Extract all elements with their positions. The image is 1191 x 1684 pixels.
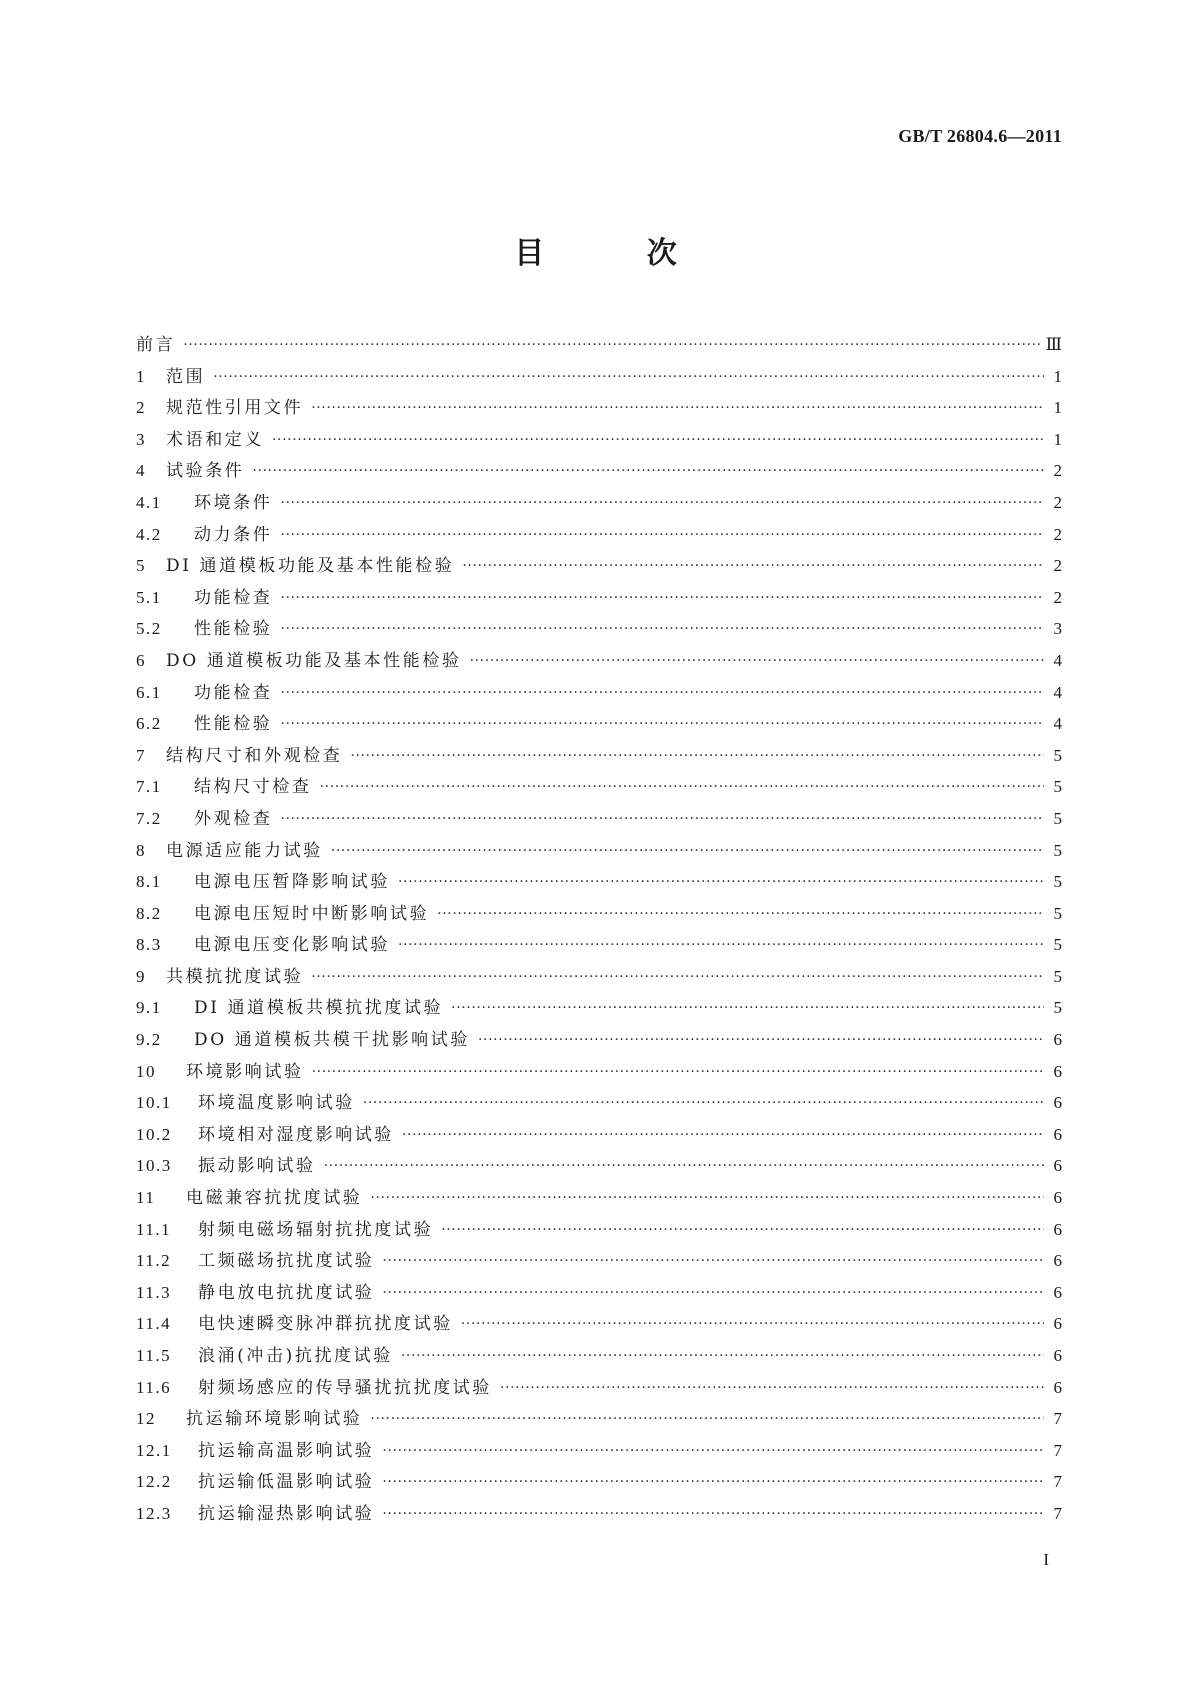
toc-entry-number: 7 bbox=[136, 745, 146, 765]
toc-entry-number: 12.2 bbox=[136, 1472, 172, 1492]
toc-entry-number: 3 bbox=[136, 429, 146, 449]
toc-dot-leader bbox=[350, 740, 1044, 773]
toc-entry[interactable] bbox=[136, 1182, 1062, 1214]
toc-entry[interactable] bbox=[136, 1466, 1062, 1498]
toc-entry-page: 2 bbox=[1053, 461, 1062, 481]
toc-entry-number: 7.2 bbox=[136, 808, 162, 828]
toc-entry-number: 6.1 bbox=[136, 682, 162, 702]
toc-dot-leader bbox=[280, 613, 1044, 646]
toc-entry-label: 抗运输湿热影响试验 bbox=[198, 1503, 375, 1524]
toc-entry-page: 5 bbox=[1053, 903, 1062, 923]
toc-entry-label: 范围 bbox=[166, 366, 206, 387]
toc-dot-leader bbox=[478, 1024, 1044, 1057]
toc-entry[interactable] bbox=[136, 1150, 1062, 1182]
toc-entry-page: 4 bbox=[1053, 682, 1062, 702]
toc-entry-number: 6.2 bbox=[136, 714, 162, 734]
toc-entry[interactable] bbox=[136, 1214, 1062, 1246]
page-title: 目 次 bbox=[514, 236, 723, 271]
toc-dot-leader bbox=[324, 1150, 1044, 1183]
toc-entry-label: 电源适应能力试验 bbox=[166, 840, 323, 861]
toc-entry[interactable] bbox=[136, 613, 1062, 645]
toc-entry-page: 5 bbox=[1053, 966, 1062, 986]
toc-entry[interactable] bbox=[136, 1056, 1062, 1088]
toc-entry-number: 2 bbox=[136, 398, 146, 418]
toc-dot-leader bbox=[437, 898, 1044, 931]
toc-dot-leader bbox=[311, 961, 1044, 994]
toc-entry[interactable] bbox=[136, 1087, 1062, 1119]
toc-entry-label: 电源电压变化影响试验 bbox=[194, 935, 390, 956]
toc-entry[interactable] bbox=[136, 361, 1062, 393]
toc-entry-number: 4.2 bbox=[136, 524, 162, 544]
toc-entry-number: 9 bbox=[136, 966, 146, 986]
toc-dot-leader bbox=[470, 645, 1044, 678]
toc-entry-label: 浪涌(冲击)抗扰度试验 bbox=[198, 1346, 393, 1366]
toc-entry-label: 电源电压暂降影响试验 bbox=[194, 872, 390, 893]
toc-dot-leader bbox=[461, 1308, 1044, 1341]
toc-entry-label: 术语和定义 bbox=[166, 429, 264, 450]
toc-entry-number: 12.1 bbox=[136, 1440, 172, 1460]
toc-entry-number: 8.1 bbox=[136, 872, 162, 892]
toc-entry-page: 3 bbox=[1053, 619, 1062, 639]
toc-entry-page: 1 bbox=[1053, 429, 1062, 449]
toc-dot-leader bbox=[500, 1372, 1044, 1405]
toc-entry-label: 抗运输环境影响试验 bbox=[186, 1409, 363, 1430]
toc-dot-leader bbox=[370, 1403, 1044, 1436]
toc-entry-label: DO 通道模板共模干扰影响试验 bbox=[194, 1030, 470, 1051]
toc-dot-leader bbox=[280, 487, 1044, 520]
toc-entry-page: 5 bbox=[1053, 745, 1062, 765]
toc-entry[interactable] bbox=[136, 1245, 1062, 1277]
toc-entry-page: 6 bbox=[1053, 1314, 1062, 1334]
toc-entry-number: 11.4 bbox=[136, 1314, 172, 1334]
toc-entry-number: 1 bbox=[136, 366, 146, 386]
toc-entry[interactable] bbox=[136, 392, 1062, 424]
toc-entry-number: 4.1 bbox=[136, 492, 162, 512]
toc-dot-leader bbox=[382, 1498, 1044, 1531]
toc-entry-page: 6 bbox=[1053, 1219, 1062, 1239]
toc-dot-leader bbox=[382, 1435, 1044, 1468]
toc-entry-number: 10.1 bbox=[136, 1093, 172, 1113]
toc-entry-label: 射频场感应的传导骚扰抗扰度试验 bbox=[198, 1377, 492, 1398]
toc-dot-leader bbox=[183, 329, 1039, 362]
toc-entry-label: 振动影响试验 bbox=[198, 1156, 316, 1177]
toc-entry-page: 6 bbox=[1053, 1377, 1062, 1397]
toc-entry-label: 环境影响试验 bbox=[186, 1061, 304, 1082]
toc-entry-page: 1 bbox=[1053, 398, 1062, 418]
toc-entry-number: 11.3 bbox=[136, 1282, 172, 1302]
toc-entry-number: 8.2 bbox=[136, 903, 162, 923]
toc-entry-number: 11.6 bbox=[136, 1377, 172, 1397]
toc-entry[interactable] bbox=[136, 1277, 1062, 1309]
toc-entry-number: 8 bbox=[136, 840, 146, 860]
toc-entry-label: DI 通道模板共模抗扰度试验 bbox=[194, 998, 444, 1019]
toc-entry-label: 性能检验 bbox=[194, 714, 273, 735]
toc-entry-label: 规范性引用文件 bbox=[166, 398, 304, 419]
toc-entry-number: 12.3 bbox=[136, 1503, 172, 1523]
toc-entry-number: 10.3 bbox=[136, 1156, 172, 1176]
toc-entry-page: 7 bbox=[1053, 1409, 1062, 1429]
toc-entry[interactable] bbox=[136, 961, 1062, 993]
toc-dot-leader bbox=[312, 1056, 1044, 1089]
toc-entry-number: 10 bbox=[136, 1061, 156, 1081]
toc-entry-page: 5 bbox=[1053, 777, 1062, 797]
toc-entry[interactable] bbox=[136, 708, 1062, 740]
toc-entry-page: 2 bbox=[1053, 556, 1062, 576]
toc-entry-page: 5 bbox=[1053, 935, 1062, 955]
toc-entry-label: 外观检查 bbox=[194, 808, 273, 829]
toc-dot-leader bbox=[311, 392, 1044, 425]
toc-dot-leader bbox=[272, 424, 1044, 457]
toc-dot-leader bbox=[280, 519, 1044, 552]
toc-dot-leader bbox=[382, 1245, 1044, 1278]
toc-entry-number: 8.3 bbox=[136, 935, 162, 955]
standard-code: GB/T 26804.6—2011 bbox=[898, 126, 1062, 146]
toc-entry-number: 11.2 bbox=[136, 1251, 172, 1271]
toc-entry-label: 抗运输低温影响试验 bbox=[198, 1472, 375, 1493]
toc-entry-page: 2 bbox=[1053, 492, 1062, 512]
toc-entry[interactable] bbox=[136, 1498, 1062, 1530]
toc-dot-leader bbox=[398, 929, 1044, 962]
toc-entry-page: 7 bbox=[1053, 1472, 1062, 1492]
toc-entry-page: 2 bbox=[1053, 524, 1062, 544]
toc-entry-number: 10.2 bbox=[136, 1124, 172, 1144]
toc-entry-page: 6 bbox=[1053, 1282, 1062, 1302]
toc-entry-label: 结构尺寸和外观检查 bbox=[166, 745, 343, 766]
toc-entry-number: 12 bbox=[136, 1409, 156, 1429]
toc-entry-label: 环境温度影响试验 bbox=[198, 1093, 355, 1114]
toc-dot-leader bbox=[331, 835, 1044, 868]
toc-dot-leader bbox=[401, 1340, 1044, 1373]
toc-entry[interactable] bbox=[136, 1308, 1062, 1340]
toc-entry-label: 动力条件 bbox=[194, 524, 273, 545]
toc-entry-label: 性能检验 bbox=[194, 619, 273, 640]
toc-entry-label: 环境条件 bbox=[194, 492, 273, 513]
toc-entry-label: 试验条件 bbox=[166, 461, 245, 482]
toc-entry-page: 6 bbox=[1053, 1124, 1062, 1144]
toc-entry-label: 电快速瞬变脉冲群抗扰度试验 bbox=[198, 1314, 453, 1335]
toc-entry[interactable] bbox=[136, 582, 1062, 614]
toc-entry[interactable] bbox=[136, 1403, 1062, 1435]
toc-entry-label: 电源电压短时中断影响试验 bbox=[194, 903, 430, 924]
toc-entry-label: DO 通道模板功能及基本性能检验 bbox=[166, 650, 462, 671]
toc-entry-page: 6 bbox=[1053, 1156, 1062, 1176]
table-of-contents bbox=[136, 329, 1062, 1530]
toc-entry-number: 5 bbox=[136, 556, 146, 576]
toc-entry-number: 4 bbox=[136, 461, 146, 481]
toc-entry-label: 环境相对湿度影响试验 bbox=[198, 1124, 394, 1145]
toc-dot-leader bbox=[398, 866, 1044, 899]
toc-entry-page: 5 bbox=[1053, 808, 1062, 828]
toc-entry-number: 7.1 bbox=[136, 777, 162, 797]
toc-dot-leader bbox=[382, 1277, 1044, 1310]
toc-entry[interactable] bbox=[136, 1024, 1062, 1056]
toc-entry-page: 5 bbox=[1053, 840, 1062, 860]
toc-entry-page: 6 bbox=[1053, 1251, 1062, 1271]
toc-entry[interactable] bbox=[136, 929, 1062, 961]
toc-entry-page: 7 bbox=[1053, 1503, 1062, 1523]
toc-entry-page: 4 bbox=[1053, 650, 1062, 670]
toc-entry-label: 结构尺寸检查 bbox=[194, 777, 312, 798]
toc-entry[interactable] bbox=[136, 1372, 1062, 1404]
toc-entry-page: 6 bbox=[1053, 1188, 1062, 1208]
toc-dot-leader bbox=[320, 771, 1044, 804]
toc-entry-number: 5.2 bbox=[136, 619, 162, 639]
toc-entry[interactable] bbox=[136, 519, 1062, 551]
toc-dot-leader bbox=[280, 677, 1044, 710]
toc-entry-page: 5 bbox=[1053, 872, 1062, 892]
toc-dot-leader bbox=[370, 1182, 1044, 1215]
page-number: I bbox=[1043, 1550, 1049, 1569]
toc-dot-leader bbox=[252, 455, 1044, 488]
toc-entry-label: 电磁兼容抗扰度试验 bbox=[186, 1188, 363, 1209]
toc-entry[interactable] bbox=[136, 645, 1062, 677]
toc-entry-number: 9.2 bbox=[136, 1030, 162, 1050]
toc-dot-leader bbox=[280, 582, 1044, 615]
toc-entry[interactable] bbox=[136, 455, 1062, 487]
toc-dot-leader bbox=[382, 1466, 1044, 1499]
toc-entry[interactable] bbox=[136, 329, 1062, 361]
toc-entry[interactable] bbox=[136, 550, 1062, 582]
toc-entry-label: 工频磁场抗扰度试验 bbox=[198, 1251, 375, 1272]
toc-dot-leader bbox=[441, 1214, 1044, 1247]
toc-entry-label: 共模抗扰度试验 bbox=[166, 966, 304, 987]
toc-entry-number: 11.1 bbox=[136, 1219, 172, 1239]
toc-entry[interactable] bbox=[136, 1340, 1062, 1372]
toc-dot-leader bbox=[213, 361, 1044, 394]
toc-entry-label: 前言 bbox=[136, 335, 176, 355]
toc-entry-number: 9.1 bbox=[136, 998, 162, 1018]
toc-entry-page: 6 bbox=[1053, 1346, 1062, 1365]
toc-dot-leader bbox=[280, 708, 1044, 741]
toc-entry[interactable] bbox=[136, 740, 1062, 772]
toc-entry-page: 6 bbox=[1053, 1093, 1062, 1113]
toc-entry[interactable] bbox=[136, 992, 1062, 1024]
toc-entry-page: Ⅲ bbox=[1045, 335, 1062, 354]
toc-entry-number: 6 bbox=[136, 650, 146, 670]
toc-entry-label: 射频电磁场辐射抗扰度试验 bbox=[198, 1219, 434, 1240]
toc-entry-page: 7 bbox=[1053, 1440, 1062, 1460]
toc-entry[interactable] bbox=[136, 1119, 1062, 1151]
toc-entry[interactable] bbox=[136, 898, 1062, 930]
toc-entry[interactable] bbox=[136, 424, 1062, 456]
toc-entry-label: 功能检查 bbox=[194, 682, 273, 703]
toc-entry-label: 静电放电抗扰度试验 bbox=[198, 1282, 375, 1303]
toc-entry-label: 抗运输高温影响试验 bbox=[198, 1440, 375, 1461]
toc-entry-label: DI 通道模板功能及基本性能检验 bbox=[166, 556, 455, 577]
toc-entry-label: 功能检查 bbox=[194, 587, 273, 608]
toc-entry-page: 6 bbox=[1053, 1061, 1062, 1081]
toc-entry[interactable] bbox=[136, 835, 1062, 867]
toc-entry-page: 1 bbox=[1053, 366, 1062, 386]
toc-entry[interactable] bbox=[136, 803, 1062, 835]
toc-entry[interactable] bbox=[136, 677, 1062, 709]
toc-entry[interactable] bbox=[136, 487, 1062, 519]
toc-entry[interactable] bbox=[136, 866, 1062, 898]
toc-entry-number: 5.1 bbox=[136, 587, 162, 607]
toc-dot-leader bbox=[402, 1119, 1044, 1152]
toc-entry-page: 2 bbox=[1053, 587, 1062, 607]
toc-dot-leader bbox=[451, 992, 1044, 1025]
toc-entry-page: 6 bbox=[1053, 1030, 1062, 1050]
toc-entry[interactable] bbox=[136, 771, 1062, 803]
toc-entry-number: 11 bbox=[136, 1188, 156, 1208]
toc-dot-leader bbox=[363, 1087, 1044, 1120]
toc-dot-leader bbox=[462, 550, 1044, 583]
toc-entry-page: 4 bbox=[1053, 714, 1062, 734]
toc-entry-page: 5 bbox=[1053, 998, 1062, 1018]
toc-dot-leader bbox=[280, 803, 1044, 836]
toc-entry[interactable] bbox=[136, 1435, 1062, 1467]
toc-entry-number: 11.5 bbox=[136, 1346, 172, 1365]
